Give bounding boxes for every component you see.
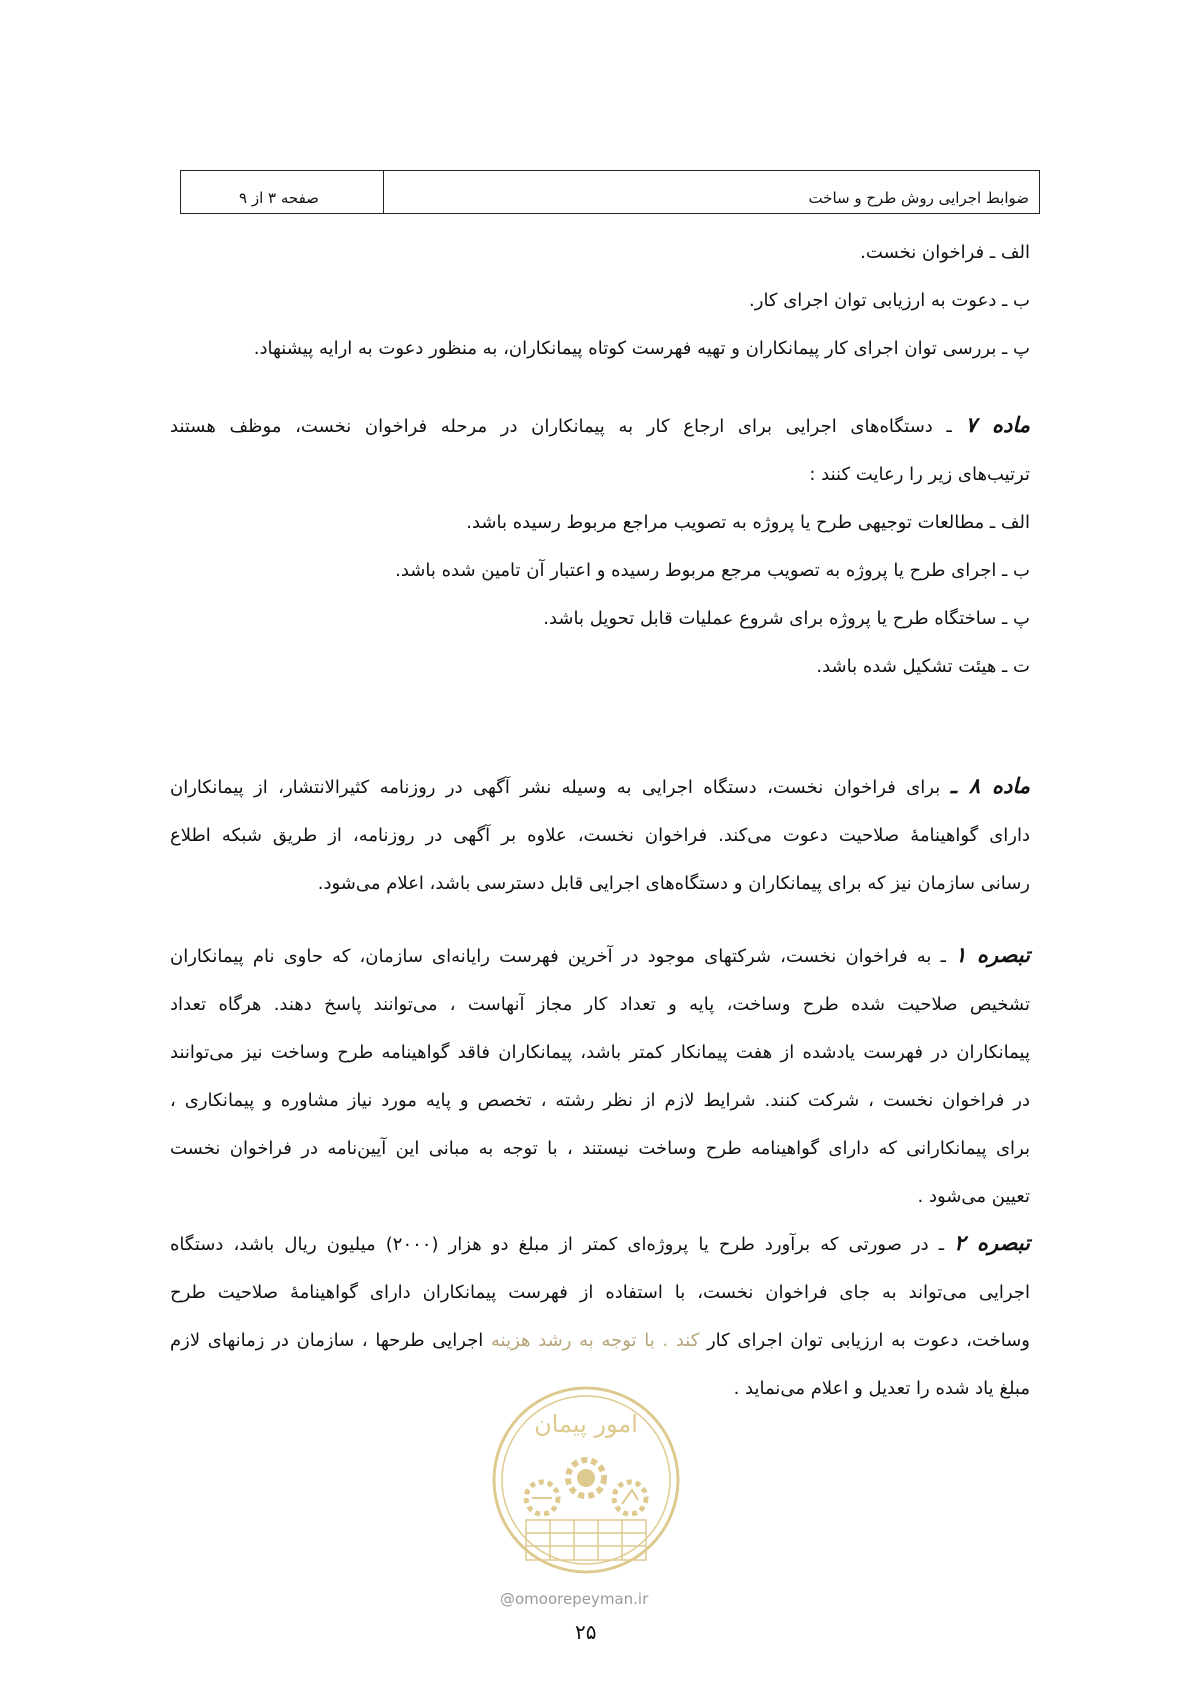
watermark-logo (486, 1380, 686, 1580)
note-1 (170, 931, 1030, 1221)
scales-icon (526, 1482, 558, 1514)
header-table (180, 170, 1040, 214)
note-2-line: مبلغ یاد شده را تعدیل و اعلام می‌نماید . (733, 1378, 1030, 1399)
article-8-label: ماده ۸ ـ (950, 774, 1030, 798)
document-title: ضوابط اجرایی روش طرح و ساخت (383, 171, 1039, 213)
list-item: پ ـ ساختگاه طرح یا پروژه برای شروع عملیات قابل تحویل باشد. (543, 608, 1030, 629)
note-2-label: تبصره ۲ (954, 1231, 1030, 1255)
page-number: ۲۵ (575, 1620, 597, 1644)
page-info: صفحه ۳ از ۹ (239, 189, 319, 207)
note-1-line: پیمانکاران در فهرست یادشده از هفت پیمانکار کمتر باشد، پیمانکاران فاقد گواهینامه طرح وساخت نیز می‌توانند (170, 1042, 1030, 1063)
list-item: ب ـ دعوت به ارزیابی توان اجرای کار. (749, 290, 1030, 311)
article-7-line: ترتیب‌های زیر را رعایت کنند : (809, 464, 1030, 485)
note-2-watermarked-text: کند . با توجه به رشد هزینه (491, 1330, 700, 1351)
article-8 (170, 762, 1030, 908)
note-1-text: ـ به فراخوان نخست، شرکتهای موجود در آخرین فهرست رایانه‌ای سازمان، که حاوی نام پیمانکاران (170, 946, 946, 967)
list-item: الف ـ مطالعات توجیهی طرح یا پروژه به تصویب مراجع مربوط رسیده باشد. (466, 512, 1030, 533)
note-1-label: تبصره ۱ (955, 943, 1030, 967)
article-7 (170, 401, 1030, 691)
article-8-line (170, 762, 1030, 812)
note-2-text: اجرایی طرحها ، سازمان در زمانهای لازم (170, 1330, 491, 1351)
note-2-line (170, 1219, 1030, 1269)
watermark-url: @omoorepeyman.ir (500, 1590, 649, 1608)
note-1-line: تشخیص صلاحیت شده طرح وساخت، پایه و تعداد کار مجاز آنهاست ، می‌توانند پاسخ دهند. هرگاه تعداد (170, 994, 1030, 1015)
note-1-line: برای پیمانکارانی که دارای گواهینامه طرح وساخت نیستند ، با توجه به مبانی این آیین‌نامه در فراخوان نخست (170, 1138, 1030, 1159)
gear-icon (568, 1460, 604, 1496)
article-7-line (170, 401, 1030, 451)
article-7-label: ماده ۷ (965, 413, 1030, 437)
article-8-line: رسانی سازمان نیز که برای پیمانکاران و دستگاه‌های اجرایی قابل دسترسی باشد، اعلام می‌شود. (317, 873, 1030, 894)
note-2-text: وساخت، دعوت به ارزیابی توان اجرای کار (699, 1330, 1030, 1351)
note-2-line (170, 1317, 1030, 1365)
grid-icon (526, 1520, 646, 1560)
note-1-line: در فراخوان نخست ، شرکت کنند. شرایط لازم از نظر رشته ، تخصص و پایه مورد نیاز مشاوره و پیمانکاری ، (170, 1090, 1030, 1111)
article-7-text: ـ دستگاه‌های اجرایی برای ارجاع کار به پیمانکاران در مرحله فراخوان نخست، موظف هستند (170, 416, 952, 437)
note-1-line (170, 931, 1030, 981)
article-8-text: برای فراخوان نخست، دستگاه اجرایی به وسیله نشر آگهی در روزنامه کثیرالانتشار، از پیمانکاران (170, 777, 941, 798)
note-2-line: اجرایی می‌تواند به جای فراخوان نخست، با استفاده از فهرست پیمانکاران دارای گواهینامهٔ صلاحیت طرح (170, 1282, 1030, 1303)
watermark-logo-text: امور پیمان (534, 1410, 638, 1438)
list-item: الف ـ فراخوان نخست. (860, 242, 1030, 263)
list-item: ت ـ هیئت تشکیل شده باشد. (816, 656, 1030, 677)
note-2-text: ـ در صورتی که برآورد طرح یا پروژه‌ای کمتر از مبلغ دو هزار (۲۰۰۰) میلیون ریال باشد، دستگاه (170, 1234, 944, 1255)
excavator-icon (614, 1482, 646, 1514)
list-item: پ ـ بررسی توان اجرای کار پیمانکاران و تهیه فهرست کوتاه پیمانکاران، به منظور دعوت به ارایه پیشنهاد. (253, 338, 1030, 359)
list-item: ب ـ اجرای طرح یا پروژه به تصویب مرجع مربوط رسیده و اعتبار آن تامین شده باشد. (395, 560, 1030, 581)
article-8-line: دارای گواهینامهٔ صلاحیت دعوت می‌کند. فراخوان نخست، علاوه بر آگهی در روزنامه، از طریق شبکه اطلاع (170, 825, 1030, 846)
list-phases (170, 229, 1030, 373)
note-1-line: تعیین می‌شود . (917, 1186, 1030, 1207)
